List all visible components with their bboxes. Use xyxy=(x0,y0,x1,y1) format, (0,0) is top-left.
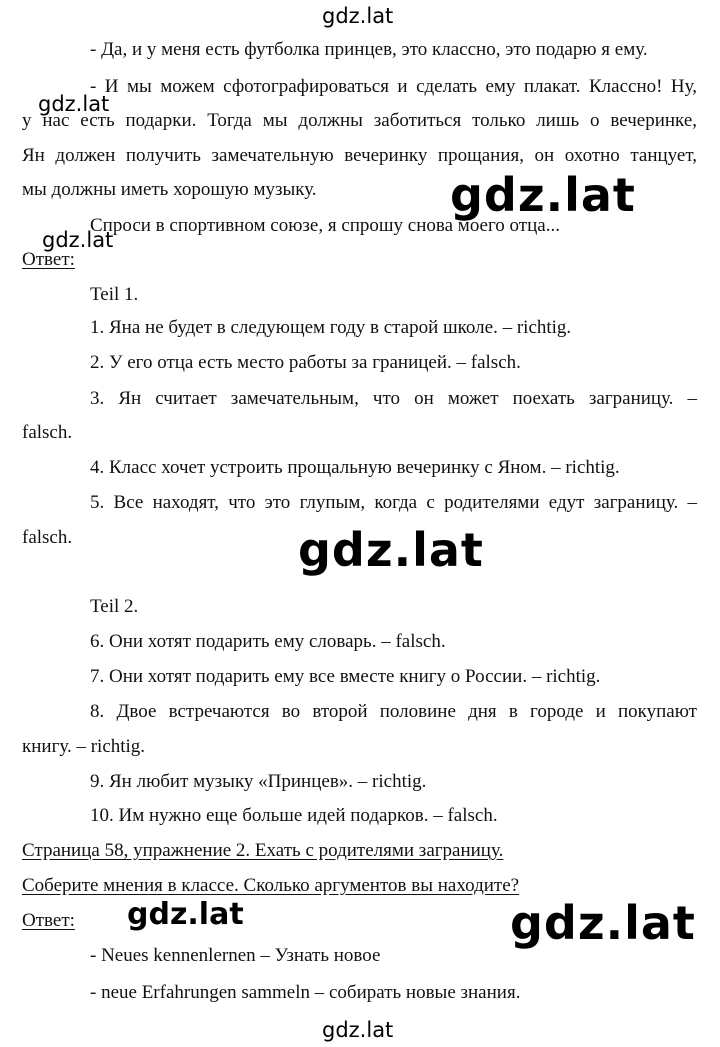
answer-item: 8. Двое встречаются во второй половине дня в городе и покупают xyxy=(90,701,697,722)
watermark-text: gdz.lat xyxy=(38,92,110,116)
teil-2-title: Teil 2. xyxy=(90,596,139,617)
answer-item: 1. Яна не будет в следующем году в старой школе. – richtig. xyxy=(90,317,572,338)
watermark-text: gdz.lat xyxy=(322,1018,394,1042)
answer-item-continuation: книгу. – richtig. xyxy=(22,736,146,757)
answer-item: 6. Они хотят подарить ему словарь. – falsch. xyxy=(90,631,446,652)
answer-list-item: - neue Erfahrungen sammeln – собирать новые знания. xyxy=(90,982,521,1003)
task-heading: Страница 58, упражнение 2. Ехать с родителями заграницу. xyxy=(22,840,504,861)
answer-label: Ответ: xyxy=(22,249,75,270)
answer-item-continuation: falsch. xyxy=(22,527,73,548)
watermark-text: gdz.lat xyxy=(127,897,244,932)
dialogue-paragraph-line: мы должны иметь хорошую музыку. xyxy=(22,179,317,200)
answer-label: Ответ: xyxy=(22,910,75,931)
answer-item: 3. Ян считает замечательным, что он может поехать заграницу. – xyxy=(90,388,697,409)
answer-item: 9. Ян любит музыку «Принцев». – richtig. xyxy=(90,771,427,792)
task-question: Соберите мнения в классе. Сколько аргументов вы находите? xyxy=(22,875,520,896)
answer-item: 10. Им нужно еще больше идей подарков. – falsch. xyxy=(90,805,498,826)
answer-item: 2. У его отца есть место работы за границей. – falsch. xyxy=(90,352,521,373)
dialogue-line-1: - Да, и у меня есть футболка принцев, это классно, это подарю я ему. xyxy=(90,39,648,60)
watermark-text: gdz.lat xyxy=(450,168,636,222)
dialogue-paragraph-line: Ян должен получить замечательную вечеринку прощания, он охотно танцует, xyxy=(22,145,697,166)
watermark-text: gdz.lat xyxy=(322,4,394,28)
dialogue-paragraph-line: у нас есть подарки. Тогда мы должны заботиться только лишь о вечеринке, xyxy=(22,110,697,131)
dialogue-line-3: Спроси в спортивном союзе, я спрошу снова моего отца... xyxy=(90,215,560,236)
watermark-text: gdz.lat xyxy=(298,523,484,577)
dialogue-paragraph-line: - И мы можем сфотографироваться и сделать ему плакат. Классно! Ну, xyxy=(90,76,697,97)
answer-item: 4. Класс хочет устроить прощальную вечеринку с Яном. – richtig. xyxy=(90,457,620,478)
answer-item-continuation: falsch. xyxy=(22,422,73,443)
answer-item: 5. Все находят, что это глупым, когда с родителями едут заграницу. – xyxy=(90,492,697,513)
answer-list-item: - Neues kennenlernen – Узнать новое xyxy=(90,945,381,966)
watermark-text: gdz.lat xyxy=(510,896,696,950)
answer-item: 7. Они хотят подарить ему все вместе книгу о России. – richtig. xyxy=(90,666,601,687)
teil-1-title: Teil 1. xyxy=(90,284,139,305)
watermark-text: gdz.lat xyxy=(42,228,114,252)
